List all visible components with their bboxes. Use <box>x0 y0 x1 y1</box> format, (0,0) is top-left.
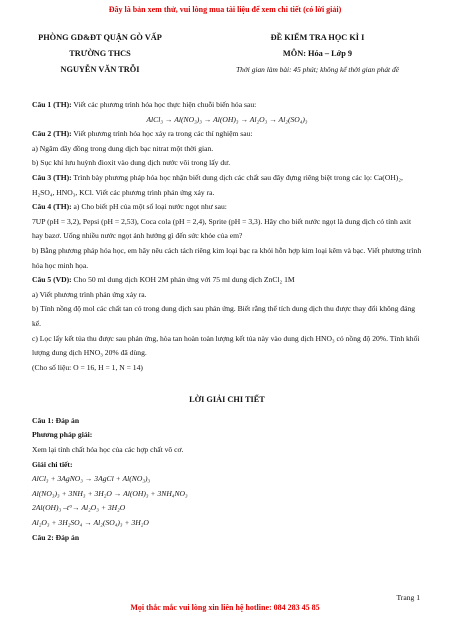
question-1: Câu 1 (TH): Viết các phương trình hóa học thực hiện chuỗi biến hóa sau: <box>32 100 257 109</box>
question-5-note: (Cho số liệu: O = 16, H = 1, N = 14) <box>32 362 143 372</box>
detail-label: Giải chi tiết: <box>32 459 73 469</box>
preview-banner: Đây là bản xem thử, vui lòng mua tài liệu để xem chi tiết (có lời giải) <box>108 5 342 14</box>
question-1-chain: AlCl₃ → Al(NO₃)₃ → Al(OH)₃ → Al₂O₃ → Al₂(SO₄)₃ <box>146 114 308 124</box>
method-text: Xem lại tính chất hóa học của các hợp chất vô cơ. <box>32 445 184 455</box>
school-name-line2: NGUYỄN VĂN TRỖI <box>60 65 140 74</box>
question-4b: b) Bằng phương pháp hóa học, em hãy nêu cách tách riêng kim loại bạc ra khỏi hỗn hợp kim loại kẽm và bạc. Viết phương trình hóa học minh họa. <box>32 245 422 270</box>
department-name: PHÒNG GD&ĐT QUẬN GÒ VẤP <box>38 33 162 42</box>
solution-c1-heading: Câu 1: Đáp án <box>32 415 80 425</box>
page-number: Trang 1 <box>396 593 420 602</box>
school-header <box>30 30 170 78</box>
exam-time: Thời gian làm bài: 45 phút; không kể thời gian phát đề <box>236 65 399 74</box>
solution-c2-heading: Câu 2: Đáp án <box>32 532 80 542</box>
exam-subject: MÔN: Hóa – Lớp 9 <box>282 49 353 58</box>
exam-header <box>210 30 425 78</box>
question-5a: a) Viết phương trình phản ứng xảy ra. <box>32 289 147 299</box>
question-5b: b) Tính nồng độ mol các chất tan có trong dung dịch sau phản ứng. Biết rằng thể tích dung dịch thu được thay đổi không đáng kể. <box>32 304 416 328</box>
question-2b: b) Sục khí lưu huỳnh đioxit vào dung dịch nước vôi trong lấy dư. <box>32 158 231 168</box>
equation-4: Al₂O₃ + 3H₂SO₄ → Al₂(SO₄)₃ + 3H₂O <box>32 518 149 528</box>
method-label: Phương pháp giải: <box>32 430 93 440</box>
solution-title: LỜI GIẢI CHI TIẾT <box>189 395 265 405</box>
school-name-line1: TRƯỜNG THCS <box>69 49 131 58</box>
hotline-footer: Mọi thắc mắc vui lòng xin liên hệ hotline: 084 283 45 85 <box>130 603 320 612</box>
question-4: Câu 4 (TH): a) Cho biết pH của một số loại nước ngọt như sau: <box>32 202 227 212</box>
question-3: Câu 3 (TH): Trình bày phương pháp hóa học nhận biết dung dịch các chất sau đây đựng riêng biệt trong các lọ: Ca(OH)₂, H₂SO₄, HNO₃, KCl. Viết các phương trình phản ứng xảy ra. <box>32 172 403 197</box>
exam-title: ĐỀ KIỂM TRA HỌC KÌ I <box>270 33 365 42</box>
exam-content <box>32 98 422 545</box>
question-4a-continued: 7UP (pH = 3,2), Pepsi (pH = 2,53), Coca cola (pH = 2,4), Sprite (pH = 3,3). Hãy cho biết nước ngọt là dung dịch có tính axit hay bazơ. Uống nhiều nước ngọt ảnh hưởng gì đến sức khỏe của em? <box>32 216 412 241</box>
equation-3: 2Al(OH)₃ –t°→ Al₂O₃ + 3H₂O <box>32 503 126 513</box>
question-5c: c) Lọc lấy kết tủa thu được sau phản ứng, hòa tan hoàn toàn lượng kết tủa này vào dung dịch HNO₃ có nồng độ 20%. Tính khối lượng dung dịch HNO₃ 20% đã dùng. <box>32 333 420 358</box>
question-5: Câu 5 (VD): Cho 50 ml dung dịch KOH 2M phản ứng với 75 ml dung dịch ZnCl₂ 1M <box>32 275 295 285</box>
question-2a: a) Ngâm dây đồng trong dung dịch bạc nitrat một thời gian. <box>32 143 214 153</box>
equation-1: AlCl₃ + 3AgNO₃ → 3AgCl + Al(NO₃)₃ <box>32 474 151 484</box>
question-2: Câu 2 (TH): Viết phương trình hóa học xảy ra trong các thí nghiệm sau: <box>32 129 253 139</box>
equation-2: Al(NO₃)₃ + 3NH₃ + 3H₂O → Al(OH)₃ + 3NH₄NO₃ <box>32 488 188 498</box>
